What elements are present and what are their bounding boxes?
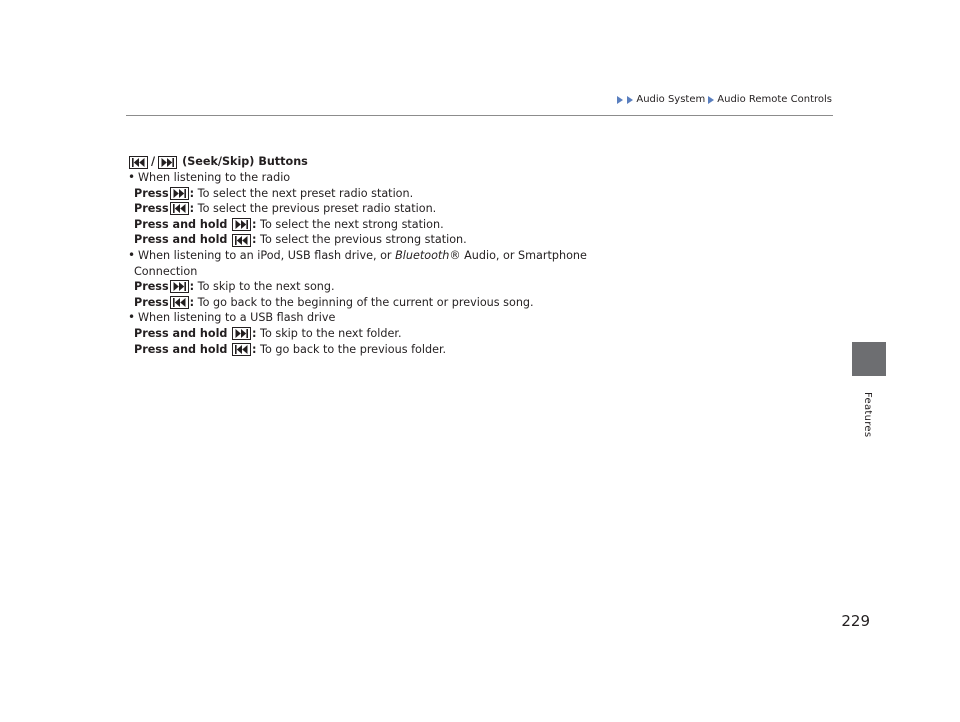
breadcrumb [616, 94, 832, 105]
breadcrumb-arrow-icon [627, 96, 633, 104]
instruction-text: To go back to the beginning of the current or previous song. [197, 295, 534, 309]
instruction-line: Press : To select the next preset radio station. [134, 186, 414, 200]
list-item: • When listening to the radio [128, 170, 728, 186]
instruction-label: Press [134, 186, 169, 200]
skip-forward-icon [170, 280, 189, 293]
instruction-label: Press and hold [134, 233, 228, 247]
instruction-line: Press and hold : To skip to the next folder. [134, 326, 402, 340]
instruction-line: Press and hold : To go back to the previous folder. [134, 342, 447, 356]
header-rule [126, 115, 833, 116]
list-item-continuation: Connection [134, 264, 198, 278]
skip-forward-icon [170, 187, 189, 200]
instruction-line: Press : To go back to the beginning of the current or previous song. [134, 295, 534, 309]
section-heading-text: (Seek/Skip) Buttons [182, 155, 308, 169]
instruction-label: Press and hold [134, 217, 228, 231]
instruction-line: Press and hold : To select the previous strong station. [134, 233, 467, 247]
instruction-line: Press : To skip to the next song. [134, 280, 335, 294]
instruction-text: To select the next preset radio station. [197, 186, 414, 200]
list-item: • When listening to an iPod, USB flash drive, or Bluetooth® Audio, or Smartphone [128, 248, 728, 264]
instruction-label: Press and hold [134, 342, 228, 356]
instruction-text: To select the previous strong station. [260, 233, 467, 247]
breadcrumb-arrow-icon [617, 96, 623, 104]
instruction-label: Press [134, 280, 169, 294]
section-tab-label: Features [862, 392, 873, 438]
skip-back-icon [170, 202, 189, 215]
instruction-text: To go back to the previous folder. [260, 342, 447, 356]
instruction-text: To select the previous preset radio station. [197, 202, 437, 216]
page-number: 229 [841, 612, 870, 630]
skip-forward-icon [158, 156, 177, 169]
skip-back-icon [129, 156, 148, 169]
instruction-text: To skip to the next folder. [260, 326, 402, 340]
instruction-label: Press and hold [134, 326, 228, 340]
instruction-label: Press [134, 202, 169, 216]
skip-back-icon [232, 234, 251, 247]
breadcrumb-part-2[interactable]: Audio Remote Controls [717, 94, 832, 105]
skip-back-icon [232, 343, 251, 356]
instruction-line: Press : To select the previous preset radio station. [134, 202, 437, 216]
skip-forward-icon [232, 218, 251, 231]
breadcrumb-arrow-icon [708, 96, 714, 104]
breadcrumb-part-1[interactable]: Audio System [636, 94, 706, 105]
list-item: • When listening to a USB flash drive [128, 310, 728, 326]
skip-back-icon [170, 296, 189, 309]
section-heading: / (Seek/Skip) Buttons [128, 154, 728, 170]
instruction-text: To select the next strong station. [260, 217, 444, 231]
instruction-line: Press and hold : To select the next strong station. [134, 217, 444, 231]
skip-forward-icon [232, 327, 251, 340]
instruction-label: Press [134, 295, 169, 309]
main-content [128, 154, 728, 357]
instruction-text: To skip to the next song. [197, 280, 335, 294]
section-tab[interactable] [852, 342, 886, 376]
